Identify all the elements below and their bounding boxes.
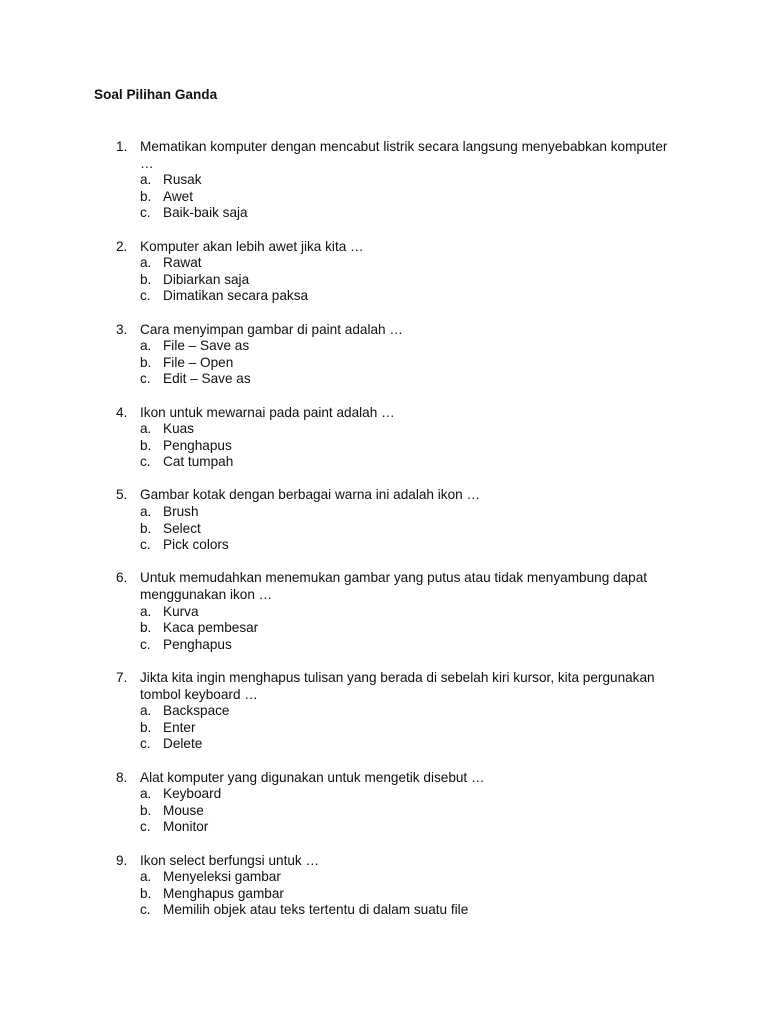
option-letter: b. bbox=[140, 437, 152, 453]
option-text: Kaca pembesar bbox=[163, 620, 259, 636]
option-text: Menyeleksi gambar bbox=[163, 869, 281, 885]
option-text: Memilih objek atau teks tertentu di dalam suatu file bbox=[163, 902, 469, 918]
option-letter: c. bbox=[140, 537, 151, 553]
option-text: File – Save as bbox=[163, 338, 250, 354]
question-text: Alat komputer yang digunakan untuk mengetik disebut … bbox=[140, 769, 485, 785]
question-text: Ikon untuk mewarnai pada paint adalah … bbox=[140, 404, 395, 420]
option-text: File – Open bbox=[163, 354, 234, 370]
option-letter: b. bbox=[140, 802, 152, 818]
option-text: Rawat bbox=[163, 255, 202, 271]
option-text: Edit – Save as bbox=[163, 371, 251, 387]
option-item bbox=[0, 902, 768, 919]
option-text: Awet bbox=[163, 188, 193, 204]
option-item bbox=[0, 454, 768, 471]
option-letter: c. bbox=[140, 288, 151, 304]
option-item bbox=[0, 355, 768, 372]
option-item bbox=[0, 537, 768, 554]
option-item bbox=[0, 438, 768, 455]
option-item bbox=[0, 521, 768, 538]
option-letter: a. bbox=[140, 421, 152, 437]
option-text: Monitor bbox=[163, 819, 209, 835]
option-item bbox=[0, 886, 768, 903]
option-text: Dimatikan secara paksa bbox=[163, 288, 309, 304]
option-letter: a. bbox=[140, 172, 152, 188]
option-letter: b. bbox=[140, 719, 152, 735]
option-item bbox=[0, 786, 768, 803]
option-list bbox=[0, 421, 768, 471]
question-number: 3. bbox=[116, 321, 128, 337]
question-text: Ikon select berfungsi untuk … bbox=[140, 852, 320, 868]
option-text: Baik-baik saja bbox=[163, 205, 248, 221]
option-letter: c. bbox=[140, 736, 151, 752]
question-item bbox=[0, 139, 768, 222]
question-number: 6. bbox=[116, 570, 128, 586]
option-text: Kurva bbox=[163, 603, 199, 619]
option-text: Enter bbox=[163, 719, 196, 735]
question-text: Komputer akan lebih awet jika kita … bbox=[140, 238, 364, 254]
option-text: Keyboard bbox=[163, 786, 222, 802]
question-number: 7. bbox=[116, 670, 128, 685]
option-item bbox=[0, 604, 768, 621]
option-text: Backspace bbox=[163, 703, 230, 719]
question-text: Mematikan komputer dengan mencabut listrik secara langsung menyebabkan komputer … bbox=[140, 139, 668, 171]
option-text: Mouse bbox=[163, 802, 204, 818]
option-list bbox=[0, 786, 768, 836]
option-letter: a. bbox=[140, 603, 152, 619]
option-text: Pick colors bbox=[163, 537, 229, 553]
option-item bbox=[0, 736, 768, 753]
option-letter: b. bbox=[140, 520, 152, 536]
option-item bbox=[0, 869, 768, 886]
question-number: 8. bbox=[116, 769, 128, 785]
option-item bbox=[0, 819, 768, 836]
option-letter: b. bbox=[140, 271, 152, 287]
question-text: Jikta kita ingin menghapus tulisan yang berada di sebelah kiri kursor, kita pergunakan tombol keyboard … bbox=[140, 670, 655, 702]
option-text: Kuas bbox=[163, 421, 194, 437]
question-item bbox=[0, 770, 768, 836]
option-item bbox=[0, 803, 768, 820]
option-text: Dibiarkan saja bbox=[163, 271, 250, 287]
question-number: 4. bbox=[116, 404, 128, 420]
option-list bbox=[0, 338, 768, 388]
option-item bbox=[0, 504, 768, 521]
option-list bbox=[0, 255, 768, 305]
option-text: Rusak bbox=[163, 172, 202, 188]
option-letter: a. bbox=[140, 869, 152, 885]
option-item bbox=[0, 272, 768, 289]
option-letter: c. bbox=[140, 902, 151, 918]
option-letter: a. bbox=[140, 703, 152, 719]
option-letter: b. bbox=[140, 620, 152, 636]
option-item bbox=[0, 205, 768, 222]
option-item bbox=[0, 620, 768, 637]
option-letter: c. bbox=[140, 454, 151, 470]
option-item bbox=[0, 703, 768, 720]
question-item bbox=[0, 487, 768, 553]
option-text: Penghapus bbox=[163, 437, 232, 453]
option-list bbox=[0, 504, 768, 554]
option-item bbox=[0, 637, 768, 654]
option-text: Cat tumpah bbox=[163, 454, 234, 470]
option-item bbox=[0, 288, 768, 305]
question-item bbox=[0, 670, 768, 753]
option-letter: a. bbox=[140, 338, 152, 354]
option-list bbox=[0, 604, 768, 654]
question-item bbox=[0, 853, 768, 919]
option-letter: b. bbox=[140, 188, 152, 204]
question-number: 5. bbox=[116, 487, 128, 503]
option-text: Brush bbox=[163, 504, 199, 520]
question-item bbox=[0, 322, 768, 388]
question-list bbox=[0, 139, 768, 936]
question-text: Cara menyimpan gambar di paint adalah … bbox=[140, 321, 403, 337]
option-letter: c. bbox=[140, 819, 151, 835]
option-list bbox=[0, 172, 768, 222]
option-text: Penghapus bbox=[163, 636, 232, 652]
option-item bbox=[0, 371, 768, 388]
option-text: Select bbox=[163, 520, 201, 536]
page-title: Soal Pilihan Ganda bbox=[94, 87, 218, 102]
option-letter: c. bbox=[140, 371, 151, 387]
question-text: Gambar kotak dengan berbagai warna ini adalah ikon … bbox=[140, 487, 481, 503]
question-item bbox=[0, 570, 768, 653]
option-letter: a. bbox=[140, 255, 152, 271]
option-letter: b. bbox=[140, 354, 152, 370]
option-item bbox=[0, 172, 768, 189]
option-letter: c. bbox=[140, 636, 151, 652]
option-list bbox=[0, 869, 768, 919]
option-letter: b. bbox=[140, 885, 152, 901]
option-text: Menghapus gambar bbox=[163, 885, 284, 901]
question-number: 2. bbox=[116, 238, 128, 254]
option-list bbox=[0, 703, 768, 753]
question-number: 9. bbox=[116, 852, 128, 868]
option-item bbox=[0, 255, 768, 272]
option-item bbox=[0, 421, 768, 438]
option-item bbox=[0, 338, 768, 355]
option-item bbox=[0, 189, 768, 206]
question-text: Untuk memudahkan menemukan gambar yang putus atau tidak menyambung dapat menggunakan ikon … bbox=[140, 570, 648, 603]
option-letter: c. bbox=[140, 205, 151, 221]
option-letter: a. bbox=[140, 786, 152, 802]
question-number: 1. bbox=[116, 139, 128, 154]
question-item bbox=[0, 239, 768, 305]
option-item bbox=[0, 720, 768, 737]
question-item bbox=[0, 405, 768, 471]
option-letter: a. bbox=[140, 504, 152, 520]
option-text: Delete bbox=[163, 736, 203, 752]
